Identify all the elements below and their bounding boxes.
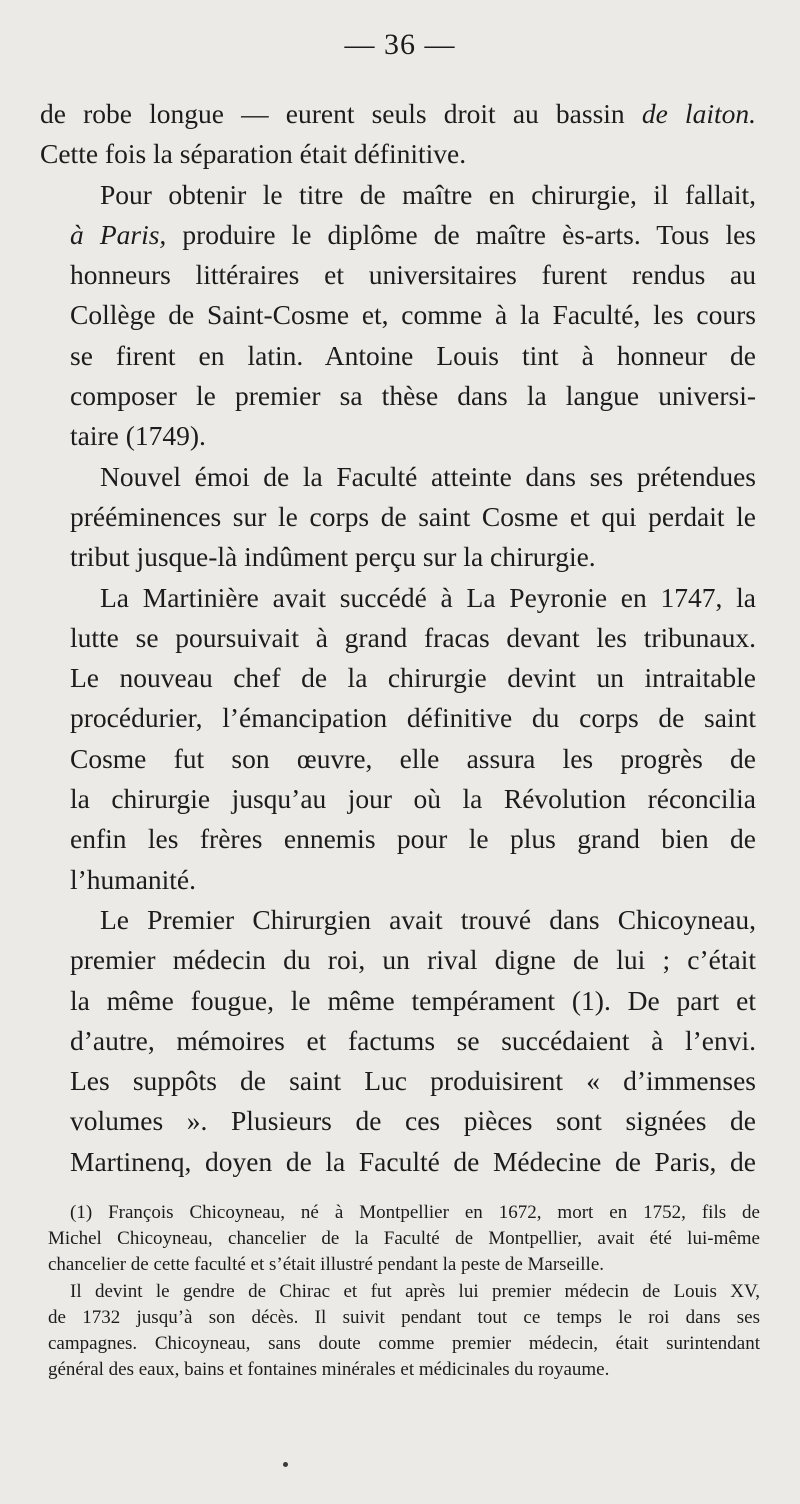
text-line: Pour obtenir le titre de maître en chirurgie, il fallait, [100,178,756,210]
text-line: la chirurgie jusqu’au jour où la Révolution réconcilia [70,783,756,815]
text-line: prééminences sur le corps de saint Cosme et qui perdait le [70,500,756,532]
text-line: honneurs littéraires et universitaires furent rendus au [70,259,756,291]
text-line: à Paris, produire le diplôme de maître ès-arts. Tous les [70,218,757,250]
footnote-line: Il devint le gendre de Chirac et fut après lui premier médecin de Louis XV, [70,1280,760,1302]
page-number: — 36 — [344,28,456,61]
paragraph [40,900,756,1182]
text-line: Les suppôts de saint Luc produisirent « d’immenses [70,1065,756,1097]
footnote-line: Michel Chicoyneau, chancelier de la Faculté de Montpellier, avait été lui-même [48,1228,760,1250]
italic-text: à Paris, [70,218,167,250]
text-line: procédurier, l’émancipation définitive du corps de saint [70,702,756,734]
footnote-line: (1) François Chicoyneau, né à Montpellier en 1672, mort en 1752, fils de [70,1202,760,1223]
footnote-1 [48,1200,760,1279]
text-line: Collège de Saint-Cosme et, comme à la Faculté, les cours [70,299,756,331]
text-line: de robe longue — eurent seuls droit au bassin de laiton. [40,98,756,129]
text-line: se firent en latin. Antoine Louis tint à honneur de [70,339,756,371]
text-line: Nouvel émoi de la Faculté atteinte dans ses prétendues [100,460,756,492]
text-line: d’autre, mémoires et factums se succédaient à l’envi. [70,1024,756,1056]
text-line: La Martinière avait succédé à La Peyronie en 1747, la [100,581,756,613]
text-line: Cette fois la séparation était définitive. [40,138,467,170]
footnote-line: campagnes. Chicoyneau, sans doute comme premier médecin, était surintendant [48,1333,760,1355]
footnote-line: chancelier de cette faculté et s’était illustré pendant la peste de Marseille. [48,1254,605,1276]
text-line: Le nouveau chef de la chirurgie devint un intraitable [70,662,756,694]
main-text [40,94,756,1182]
text-line: l’humanité. [70,863,197,895]
text-line: composer le premier sa thèse dans la langue universi- [70,380,756,412]
paragraph [40,457,756,578]
text-line: tribut jusque-là indûment perçu sur la chirurgie. [70,541,596,573]
text-line: premier médecin du roi, un rival digne de lui ; c’était [70,944,756,976]
text-line: taire (1749). [70,420,206,452]
printer-dot-mark [283,1462,288,1467]
footnote-1-continued [48,1279,760,1384]
text-line: Cosme fut son œuvre, elle assura les progrès de [70,742,756,774]
paragraph [40,94,756,175]
italic-text: de laiton. [641,98,756,129]
text-line: lutte se poursuivait à grand fracas devant les tribunaux. [70,621,756,653]
text-line: Le Premier Chirurgien avait trouvé dans Chicoyneau, [100,903,756,935]
text-line: Martinenq, doyen de la Faculté de Médecine de Paris, de [70,1145,756,1177]
footnote-line: général des eaux, bains et fontaines minérales et médicinales du royaume. [48,1359,610,1381]
text-line: la même fougue, le même tempérament (1). De part et [70,984,756,1016]
footnote-line: de 1732 jusqu’à son décès. Il suivit pendant tout ce temps le roi dans ses [48,1306,760,1328]
paragraph [40,175,756,457]
paragraph [40,578,756,900]
footnotes [48,1200,760,1383]
text-line: volumes ». Plusieurs de ces pièces sont signées de [70,1105,756,1137]
text-line: enfin les frères ennemis pour le plus grand bien de [70,823,756,855]
